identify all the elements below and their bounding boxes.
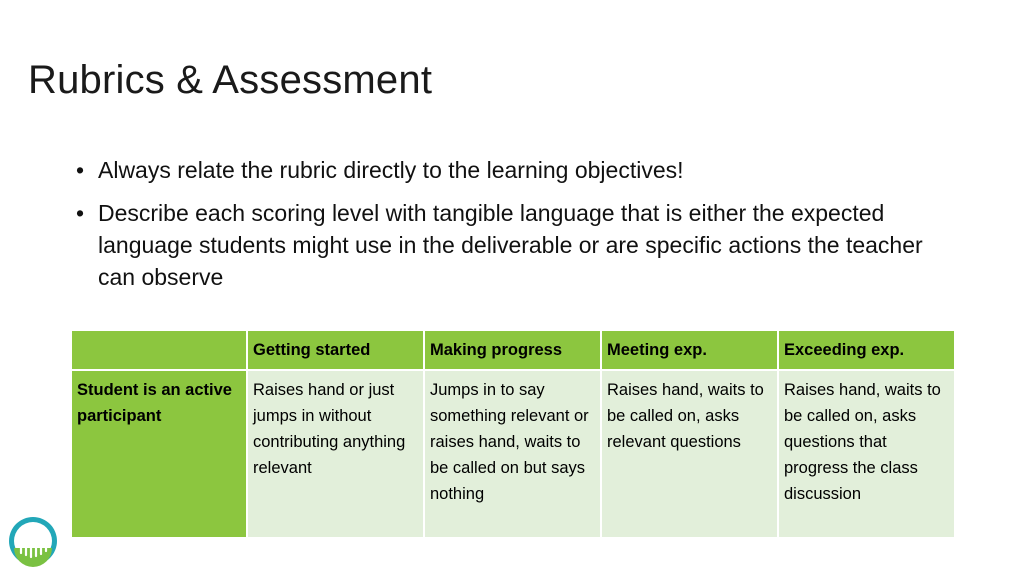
rubric-cell-exceeding-expectations: Raises hand, waits to be called on, asks questions that progress the class discussion: [778, 370, 955, 538]
rubric-header-making-progress: Making progress: [424, 330, 601, 370]
bullet-list: [76, 154, 956, 304]
rubric-header-row: [71, 330, 955, 370]
rubric-corner-cell: [71, 330, 247, 370]
bullet-icon: •: [76, 157, 85, 183]
rubric-header-meeting-expectations: Meeting exp.: [601, 330, 778, 370]
circular-sound-wave-logo-icon: [7, 515, 59, 567]
rubric-header-getting-started: Getting started: [247, 330, 424, 370]
rubric-criterion-cell: Student is an active participant: [71, 370, 247, 538]
bullet-icon: •: [76, 200, 85, 226]
rubric-header-exceeding-expectations: Exceeding exp.: [778, 330, 955, 370]
rubric-table: [70, 329, 956, 539]
slide-title: Rubrics & Assessment: [28, 58, 433, 102]
rubric-cell-making-progress: Jumps in to say something relevant or raises hand, waits to be called on but says nothing: [424, 370, 601, 538]
rubric-cell-meeting-expectations: Raises hand, waits to be called on, asks relevant questions: [601, 370, 778, 538]
rubric-cell-getting-started: Raises hand or just jumps in without contributing anything relevant: [247, 370, 424, 538]
bullet-item: [76, 154, 956, 186]
bullet-item: [76, 197, 956, 293]
bullet-text: Always relate the rubric directly to the learning objectives!: [98, 157, 684, 183]
table-row: [71, 370, 955, 538]
bullet-text: Describe each scoring level with tangible language that is either the expected language students might use in the deliverable or are specific actions the teacher can observe: [98, 200, 923, 290]
